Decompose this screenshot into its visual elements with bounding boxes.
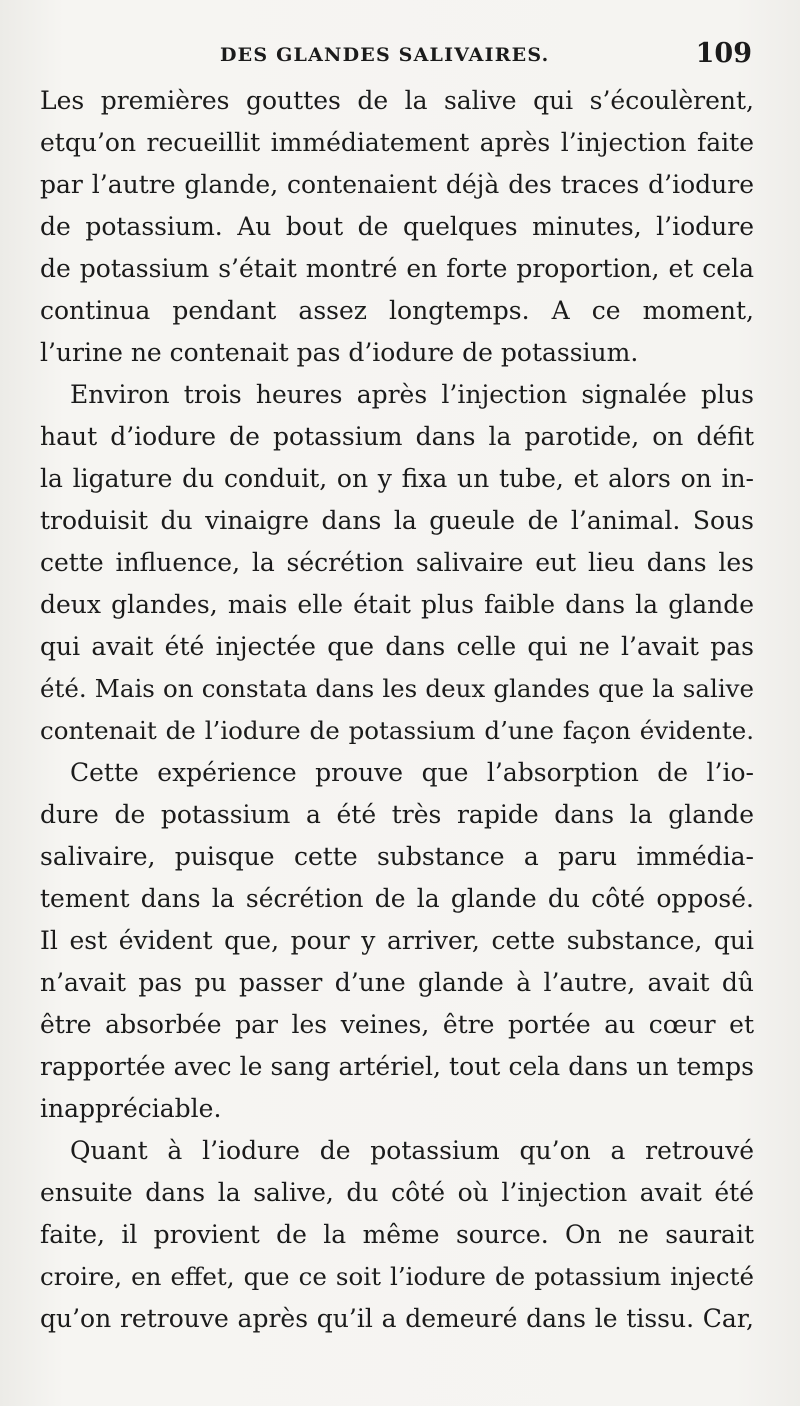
text-line: croire, en effet, que ce soit l’iodure de potassium injecté xyxy=(40,1262,754,1291)
text-line: par l’autre glande, contenaient déjà des traces d’iodure xyxy=(40,170,754,199)
text-line: qu’on retrouve après qu’il a demeuré dans le tissu. Car, xyxy=(40,1304,754,1333)
text-line: tement dans la sécrétion de la glande du côté opposé. xyxy=(40,884,754,913)
text-line: continua pendant assez longtemps. A ce moment, xyxy=(40,296,754,325)
text-line: contenait de l’iodure de potassium d’une façon évidente. xyxy=(40,716,754,745)
text-line: deux glandes, mais elle était plus faible dans la glande xyxy=(40,590,754,619)
running-title: DES GLANDES SALIVAIRES. xyxy=(220,44,550,66)
text-line: être absorbée par les veines, être portée au cœur et xyxy=(40,1010,754,1039)
text-line: etqu’on recueillit immédiatement après l’injection faite xyxy=(40,128,754,157)
text-line: n’avait pas pu passer d’une glande à l’autre, avait dû xyxy=(40,968,754,997)
body-text xyxy=(40,80,754,1340)
text-line: Cette expérience prouve que l’absorption de l’io- xyxy=(70,758,754,787)
text-line: Environ trois heures après l’injection signalée plus xyxy=(70,380,754,409)
text-line: ensuite dans la salive, du côté où l’injection avait été xyxy=(40,1178,754,1207)
text-line: qui avait été injectée que dans celle qui ne l’avait pas xyxy=(40,632,754,661)
text-line: haut d’iodure de potassium dans la parotide, on défit xyxy=(40,422,754,451)
running-head xyxy=(40,38,752,70)
text-line: faite, il provient de la même source. On ne saurait xyxy=(40,1220,754,1249)
text-line: de potassium s’était montré en forte proportion, et cela xyxy=(40,254,754,283)
text-line: dure de potassium a été très rapide dans la glande xyxy=(40,800,754,829)
text-line: cette influence, la sécrétion salivaire eut lieu dans les xyxy=(40,548,754,577)
text-line: de potassium. Au bout de quelques minutes, l’iodure xyxy=(40,212,754,241)
text-line: Les premières gouttes de la salive qui s’écoulèrent, xyxy=(40,86,754,115)
page-number: 109 xyxy=(695,38,752,69)
text-line: troduisit du vinaigre dans la gueule de l’animal. Sous xyxy=(40,506,754,535)
text-line: rapportée avec le sang artériel, tout cela dans un temps xyxy=(40,1052,754,1081)
text-line: salivaire, puisque cette substance a paru immédia- xyxy=(40,842,754,871)
text-line: Il est évident que, pour y arriver, cette substance, qui xyxy=(40,926,754,955)
text-line: inappréciable. xyxy=(40,1094,222,1123)
text-line: l’urine ne contenait pas d’iodure de potassium. xyxy=(40,338,639,367)
text-line: Quant à l’iodure de potassium qu’on a retrouvé xyxy=(70,1136,754,1165)
text-line: la ligature du conduit, on y fixa un tube, et alors on in- xyxy=(40,464,754,493)
text-line: été. Mais on constata dans les deux glandes que la salive xyxy=(40,674,754,703)
